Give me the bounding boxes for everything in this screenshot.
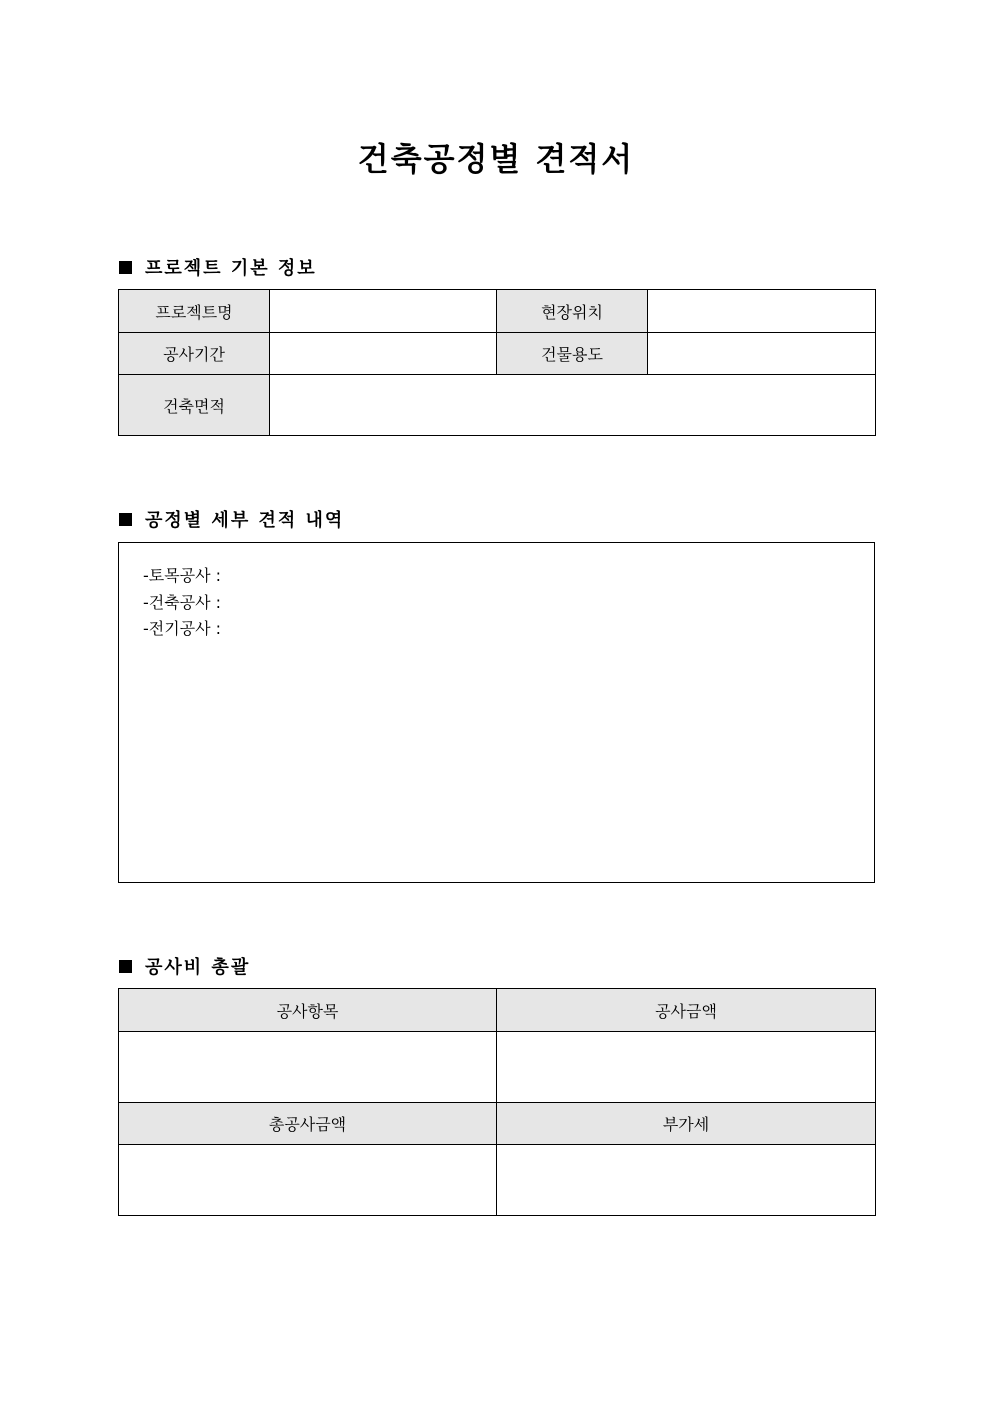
detail-line-electrical: -전기공사 : <box>143 619 222 638</box>
detail-line-civil: -토목공사 : <box>143 566 222 585</box>
header-vat: 부가세 <box>497 1103 876 1145</box>
label-site-location: 현장위치 <box>497 290 648 333</box>
section-heading-text: 공사비 총괄 <box>145 957 251 978</box>
square-bullet-icon <box>119 261 132 274</box>
building-use-field[interactable] <box>648 333 876 375</box>
construction-item-field[interactable] <box>119 1032 497 1103</box>
section-heading-project-info <box>119 254 317 280</box>
square-bullet-icon <box>119 513 132 526</box>
cost-summary-table <box>118 988 876 1216</box>
header-construction-item: 공사항목 <box>119 989 497 1032</box>
building-area-field[interactable] <box>270 375 876 436</box>
section-heading-process-details <box>119 506 344 532</box>
section-heading-text: 공정별 세부 견적 내역 <box>145 510 345 531</box>
detail-line-architecture: -건축공사 : <box>143 592 222 612</box>
process-details-box[interactable] <box>118 542 875 883</box>
section-heading-cost-summary <box>119 953 250 979</box>
section-heading-text: 프로젝트 기본 정보 <box>145 258 317 279</box>
project-name-field[interactable] <box>270 290 497 333</box>
header-construction-amount: 공사금액 <box>497 989 876 1032</box>
vat-field[interactable] <box>497 1145 876 1216</box>
total-amount-field[interactable] <box>119 1145 497 1216</box>
label-building-use: 건물용도 <box>497 333 648 375</box>
construction-period-field[interactable] <box>270 333 497 375</box>
header-total-amount: 총공사금액 <box>119 1103 497 1145</box>
label-construction-period: 공사기간 <box>119 333 270 375</box>
square-bullet-icon <box>119 960 132 973</box>
label-project-name: 프로젝트명 <box>119 290 270 333</box>
process-details-list <box>143 563 221 643</box>
project-info-table <box>118 289 876 436</box>
label-building-area: 건축면적 <box>119 375 270 436</box>
document-title: 건축공정별 견적서 <box>357 140 635 178</box>
site-location-field[interactable] <box>648 290 876 333</box>
construction-amount-field[interactable] <box>497 1032 876 1103</box>
